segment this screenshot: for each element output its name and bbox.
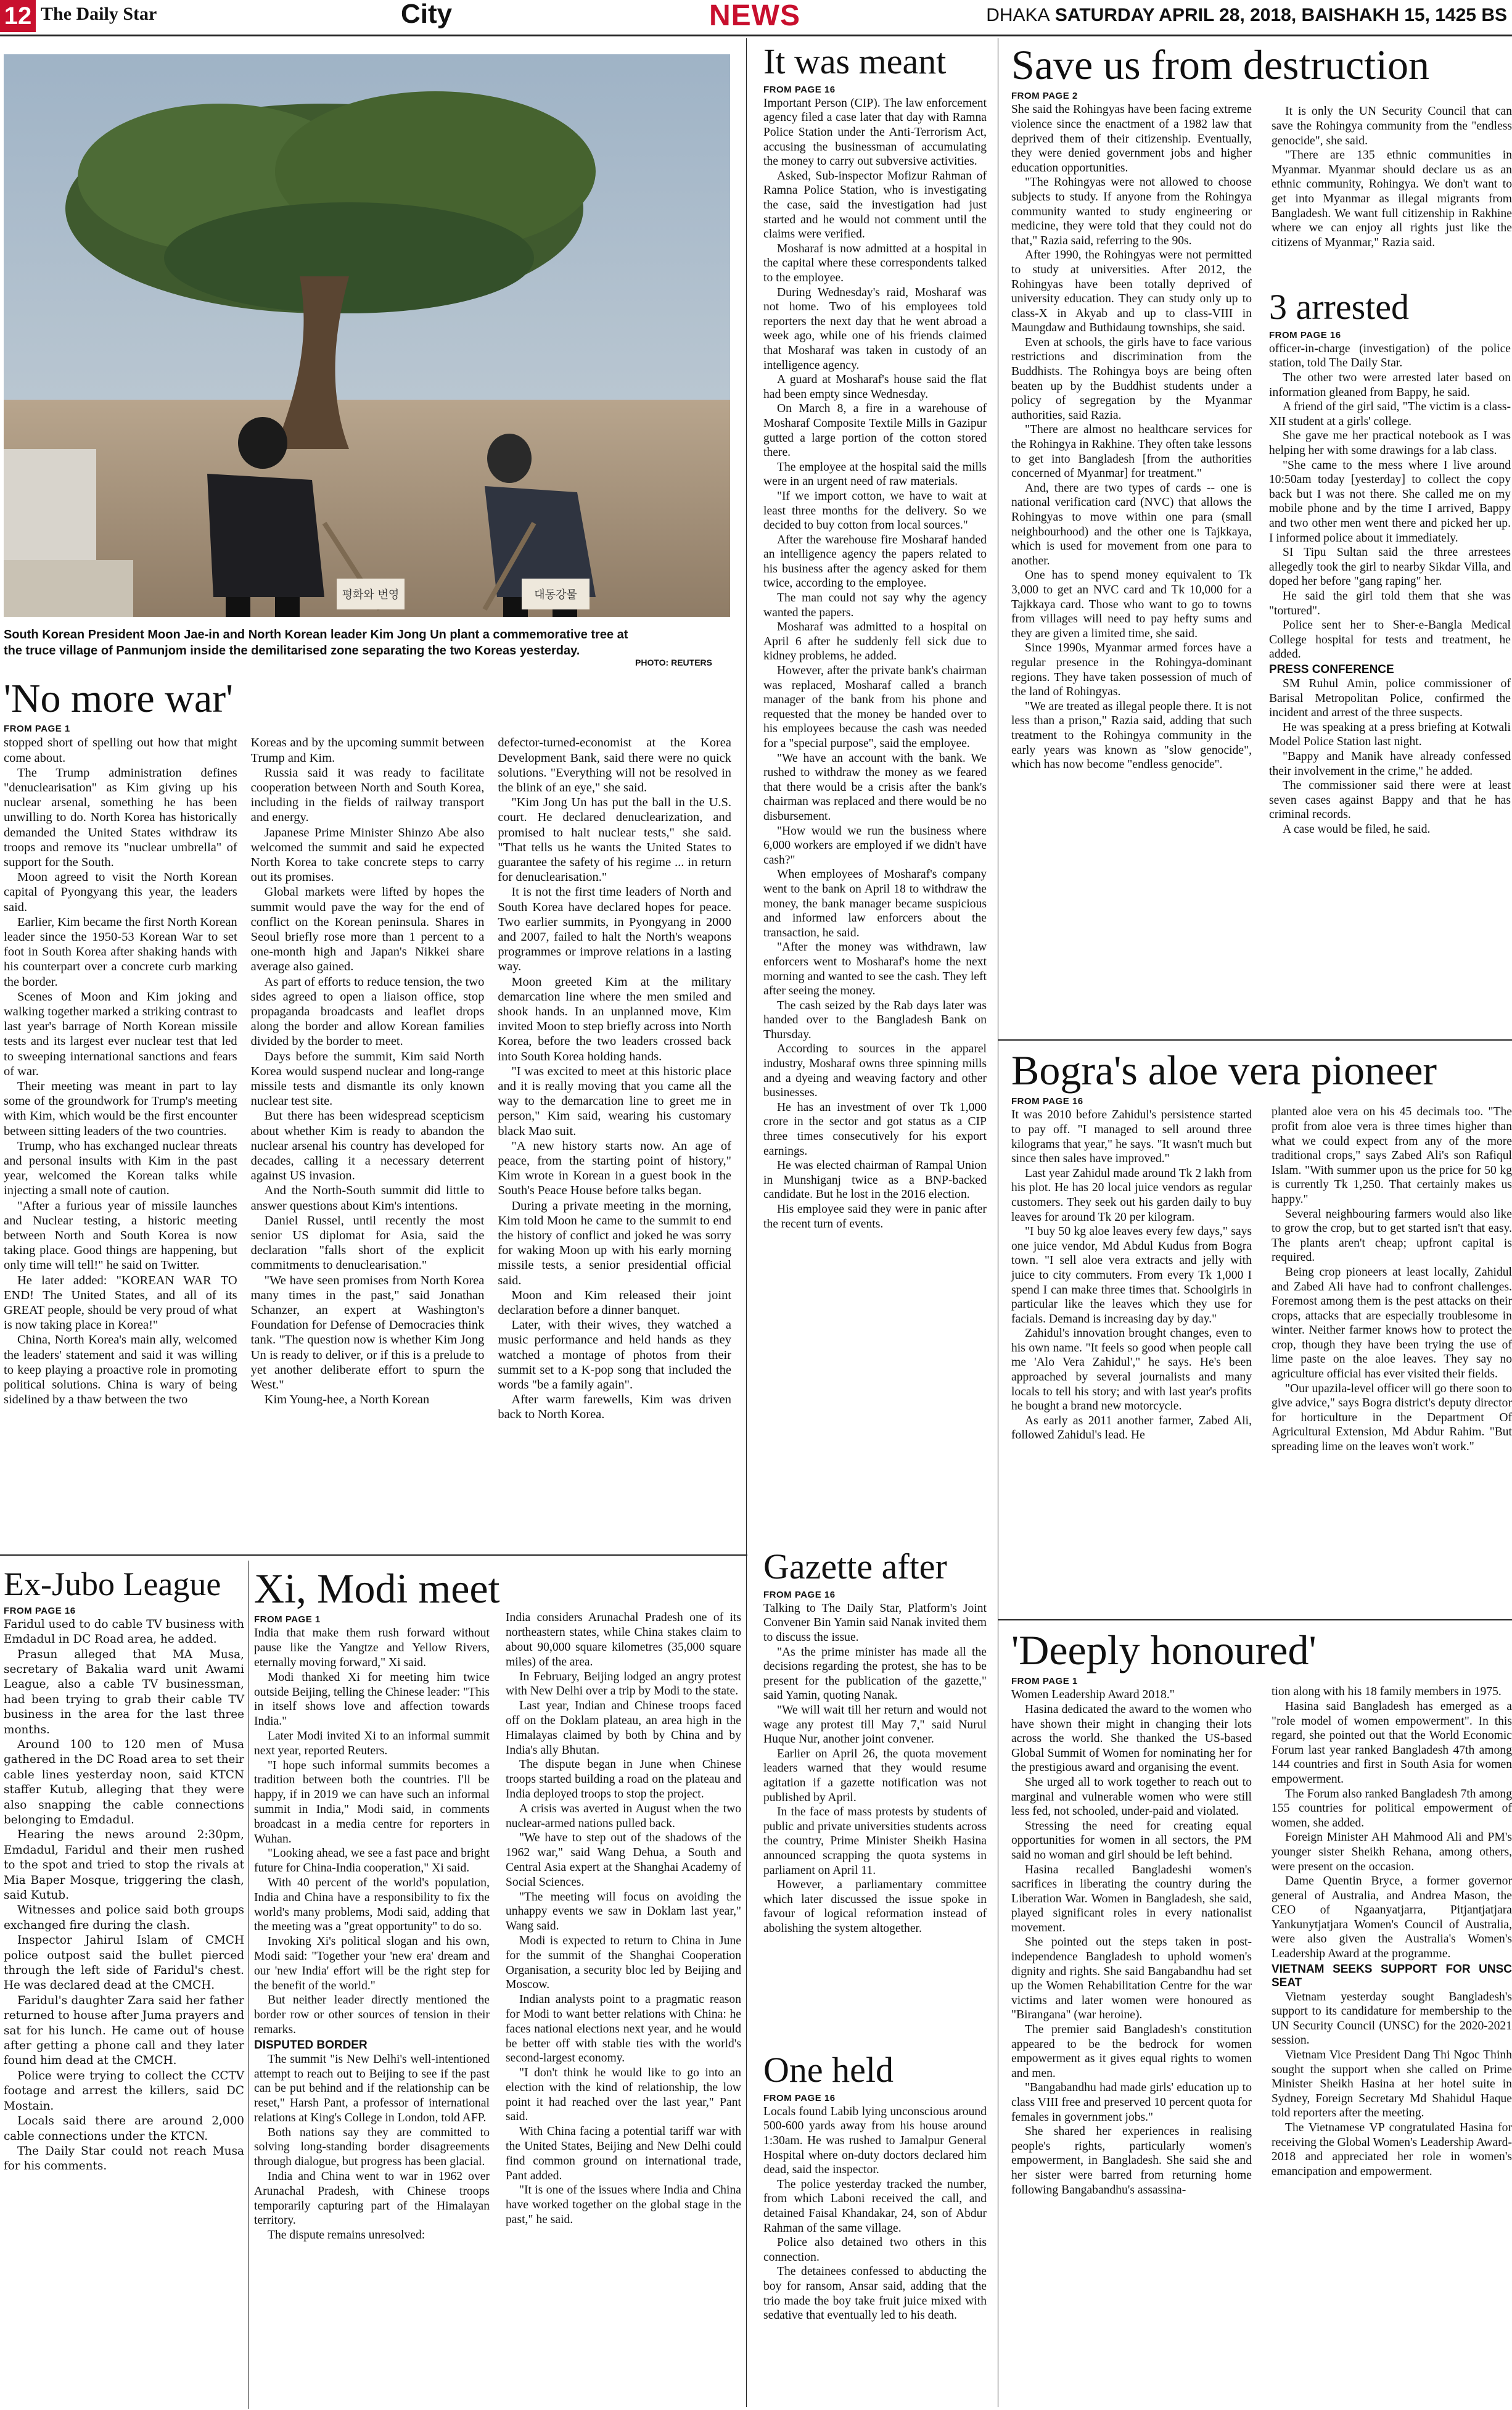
story-3-arrested bbox=[1269, 289, 1511, 836]
story-column-2 bbox=[251, 735, 485, 1422]
story-column-1 bbox=[4, 735, 237, 1422]
paragraph: Last year, Indian and Chinese troops faced off on the Doklam plateau, an area high in the Himalayas claimed by both by China and by India's ally Bhutan. bbox=[506, 1699, 741, 1757]
story-column-2 bbox=[506, 1611, 741, 2227]
paragraph: Faridul's daughter Zara said her father returned to house after Juma prayers and sat for his lunch. He came out of house after getting a phone call and they later found him dead at the CMCH. bbox=[4, 1994, 244, 2068]
paragraph: However, after the private bank's chairman was replaced, Mosharaf called a branch manager of the bank from his phone and requested that the money be handed over to his employees because the cash was needed for a "special purpose", said the employee. bbox=[763, 664, 987, 751]
paragraph: Witnesses and police said both groups exchanged fire during the clash. bbox=[4, 1904, 244, 1932]
paragraph: "There are 135 ethnic communities in Myanmar. Myanmar should declare us as an ethnic community, Rohingya. We don't want to get into Myanmar as illegal migrants from Bangladesh. We want full citizenship in Rakhine where we can enjoy all rights just like the citizens of Myanmar," Razia said. bbox=[1272, 149, 1512, 249]
jump-line: FROM PAGE 1 bbox=[1011, 1676, 1078, 1687]
category-label: NEWS bbox=[709, 0, 800, 32]
paragraph: In the face of mass protests by students of public and private universities students across the country, Prime Minister Sheikh Hasina announced scrapping the quota systems in parliament on April 11. bbox=[763, 1805, 987, 1877]
paragraph: Faridul used to do cable TV business with Emdadul in DC Road area, he added. bbox=[4, 1617, 244, 1646]
paragraph: A crisis was averted in August when the two nuclear-armed nations pulled back. bbox=[506, 1802, 741, 1830]
paragraph: The dispute began in June when Chinese troops started building a road on the plateau and India deployed troops to stop the project. bbox=[506, 1758, 741, 1801]
paragraph: "I don't think he would like to go into an election with the kind of relationship, the low point it had reached over the last year," Pant said. bbox=[506, 2066, 741, 2124]
paragraph: "A new history starts now. An age of peace, from the starting point of history," Kim wrote in Korean in a guest book in the South's Peace House before talks began. bbox=[498, 1139, 732, 1198]
paragraph: "How would we run the business where 6,000 workers are employed if we didn't have cash?" bbox=[763, 824, 987, 867]
paragraph: After the warehouse fire Mosharaf handed an intelligence agency the papers related to his business after the agency asked for them twice, according to the employee. bbox=[763, 533, 987, 590]
paragraph: Their meeting was meant in part to lay some of the groundwork for Trump's meeting with Kim, which would be the first encounter between sitting leaders of the two countries. bbox=[4, 1079, 237, 1138]
paragraph: Dame Quentin Bryce, a former governor general of Australia, and Andrea Mason, the CEO of Ngaanyatjarra, Pitjantjatjara Yankunytjatjara Women's Council of Australia, were also given the Australia's Women's Leadership Award at the programme. bbox=[1272, 1875, 1512, 1961]
block-rule bbox=[0, 1554, 747, 1556]
paragraph: The dispute remains unresolved: bbox=[268, 2229, 425, 2242]
paragraph: "As the prime minister has made all the decisions regarding the protest, she has to be present for the publication of the gazette," said Yamin, quoting Nanak. bbox=[763, 1645, 987, 1702]
paragraph: planted aloe vera on his 45 decimals too. "The profit from aloe vera is three times higher than what we could expect from any of the more traditional crops," says Zabed Ali's son Rafiqul Islam. "With summer upon us the price for 50 kg is currently Tk 1,250. That certainly makes us happy." bbox=[1272, 1105, 1512, 1206]
paragraph: Police were trying to collect the CCTV footage and arrest the killers, said DC Mostain. bbox=[4, 2069, 244, 2113]
paragraph: The Trump administration defines "denuclearisation" as Kim giving up his nuclear arsenal, something he has been unwilling to do. North Korea has historically demanded the United States withdraw its troops and remove its "nuclear umbrella" of support for the South. bbox=[4, 766, 237, 869]
paragraph: India considers Arunachal Pradesh one of its northeastern states, while China stakes claim to about 90,000 square kilometres (35,000 square miles) of the area. bbox=[506, 1611, 741, 1669]
paragraph: Several neighbouring farmers would also like to grow the crop, but to get started isn't that easy. The plants aren't cheap; upfront capital is required. bbox=[1272, 1207, 1512, 1265]
paragraph: The cash seized by the Rab days later was handed over to the Bangladesh Bank on Thursday. bbox=[763, 999, 987, 1041]
paragraph: But neither leader directly mentioned the border row or other sources of tension in their remarks. bbox=[254, 1994, 490, 2036]
dateline-city: DHAKA bbox=[986, 5, 1050, 25]
photo-caption bbox=[4, 627, 645, 659]
paragraph: Russia said it was ready to facilitate cooperation between North and South Korea, including in the fields of railway transport and energy. bbox=[250, 766, 485, 825]
paragraph: He said the girl told them that she was "tortured". bbox=[1269, 589, 1511, 617]
story-column-1 bbox=[254, 1626, 490, 2243]
headline: It was meant bbox=[763, 41, 947, 81]
paragraph: He was speaking at a press briefing at Kotwali Model Police Station last night. bbox=[1269, 720, 1511, 749]
paragraph: Earlier, Kim became the first North Korean leader since the 1950-53 Korean War to set foot in South Korea after shaking hands with his counterpart over a concrete curb marking the border. bbox=[4, 915, 237, 989]
headline: 'No more war' bbox=[4, 676, 233, 721]
paragraph: She said the Rohingyas have been facing extreme violence since the enactment of a 1982 law that deprived them of their citizenship. Eventually, they were denied government jobs and higher education opportunities. bbox=[1011, 103, 1252, 175]
paragraph: "Bappy and Manik have already confessed their involvement in the crime," he added. bbox=[1269, 749, 1511, 778]
paragraph: After 1990, the Rohingyas were not permitted to study at universities. After 2012, the Rohingyas have been totally deprived of university education. They can study only up to class-X in Akyab and up to class-VIII in Maungdaw and Buthidaung townships, she said. bbox=[1011, 249, 1252, 335]
story-column-1 bbox=[1011, 102, 1252, 772]
column-rule bbox=[746, 38, 747, 2407]
section-name: City bbox=[401, 0, 453, 29]
paragraph: SI Tipu Sultan said the three arrestees allegedly took the girl to nearby Sikdar Villa, and doped her before "gang raping" her. bbox=[1269, 546, 1511, 588]
headline: Save us from destruction bbox=[1011, 41, 1429, 88]
paragraph: Vietnam Vice President Dang Thi Ngoc Thinh sought the support when she called on Prime Minister Sheikh Hasina at her hotel suite in Sydney, Foreign Secretary Md Shahidul Haque told reporters after the meeting. bbox=[1272, 2049, 1512, 2120]
paragraph: "I hope such informal summits becomes a tradition between both the countries. I'll be happy, if in 2019 we can have such an informal summit in India," Modi said, in comments broadcast in a media centre for reporters in Wuhan. bbox=[254, 1759, 490, 1846]
story-column bbox=[4, 1617, 244, 2174]
paragraph: China, North Korea's main ally, welcomed the leaders' statement and said it was willing to keep playing a proactive role in promoting political solutions. China is wary of being sidelined by a thaw between the two bbox=[4, 1333, 237, 1407]
story-column-2 bbox=[1272, 104, 1512, 250]
paragraph: stopped short of spelling out how that might come about. bbox=[4, 736, 237, 765]
paragraph: "She came to the mess where I live around 10:50am today [yesterday] to collect the copy back but I was not there. She called me on my mobile phone and by the time I arrived, Bappy and two other men went there and picked her up. I informed police about it immediately. bbox=[1269, 458, 1511, 545]
subhead: PRESS CONFERENCE bbox=[1269, 662, 1394, 676]
jump-line: FROM PAGE 16 bbox=[4, 1605, 76, 1616]
jump-line: FROM PAGE 16 bbox=[763, 84, 836, 95]
paragraph: "There are almost no healthcare services for the Rohingya in Rakhine. They often take lessons to get into Bangladesh [from the authorities concerned of Myanmar] for treatment." bbox=[1011, 423, 1252, 481]
paragraph: Asked, Sub-inspector Mofizur Rahman of Ramna Police Station, who is investigating the case, said the investigation had just started and he would not comment until the claims were verified. bbox=[763, 169, 987, 241]
story-ex-jubo-league bbox=[4, 1567, 244, 2174]
dateline bbox=[986, 5, 1507, 26]
paragraph: In February, Beijing lodged an angry protest with New Delhi over a trip by Modi to the state. bbox=[506, 1670, 741, 1698]
paragraph: According to sources in the apparel industry, Mosharaf owns three spinning mills and a dyeing and weaving factory and other businesses. bbox=[763, 1042, 987, 1100]
paragraph: "If we import cotton, we have to wait at least three months for the delivery. So we decided to buy cotton from local sources." bbox=[763, 489, 987, 532]
paragraph: SM Ruhul Amin, police commissioner of Barisal Metropolitan Police, confirmed the incident and arrest of the three suspects. bbox=[1269, 677, 1511, 720]
paragraph: She urged all to work together to reach out to marginal and vulnerable women who were still less fed, not schooled, under-paid and violated. bbox=[1011, 1775, 1252, 1818]
paragraph: Japanese Prime Minister Shinzo Abe also welcomed the summit and said he expected North Korea to take concrete steps to carry out its promises. bbox=[250, 825, 485, 885]
paragraph: His employee said they were in panic after the recent turn of events. bbox=[763, 1203, 987, 1231]
story-column-2 bbox=[1272, 1105, 1512, 1454]
paragraph: "The Rohingyas were not allowed to choose subjects to study. If anyone from the Rohingya community wanted to study engineering or medicine, they were told that they could not do that," Razia said, referring to the 90s. bbox=[1011, 176, 1252, 247]
paragraph: "Our upazila-level officer will go there soon to give advice," says Bogra district's deputy director for horticulture in the Department Of Agricultural Extension, Md Abdur Rahim. "But spreading lime on the leaves won't work." bbox=[1272, 1382, 1512, 1454]
masthead bbox=[0, 0, 1512, 36]
story-column-1 bbox=[1011, 1108, 1252, 1443]
paragraph: The commissioner said there were at least seven cases against Bappy and that he has criminal records. bbox=[1269, 779, 1511, 822]
story-column-1 bbox=[1011, 1688, 1252, 2197]
paragraph: Locals said there are around 2,000 cable connections under the KTCN. bbox=[4, 2115, 244, 2143]
jump-line: FROM PAGE 1 bbox=[4, 724, 70, 735]
paragraph: Days before the summit, Kim said North Korea would suspend nuclear and long-range missile tests and dismantle its only known nuclear test site. bbox=[250, 1049, 485, 1108]
paragraph: During a private meeting in the morning, Kim told Moon he came to the summit to end the history of conflict and joked he was sorry for waking Moon up with his early morning missile tests, a senior presidential official said. bbox=[498, 1199, 732, 1287]
story-column bbox=[763, 1601, 987, 1936]
tree-planting-photo bbox=[4, 54, 730, 617]
story-xi-modi bbox=[254, 1567, 741, 2243]
headline: One held bbox=[763, 2050, 894, 2090]
paragraph: Prasun alleged that MA Musa, secretary of Bakalia ward unit Awami League, also a cable TV businessman, had been trying to grab their cable TV business in the area for the last three months. bbox=[4, 1648, 244, 1736]
paragraph: Stressing the need for creating equal opportunities for women in all sectors, the PM said no woman and girl should be left behind. bbox=[1011, 1819, 1252, 1862]
paragraph: The man could not say why the agency wanted the papers. bbox=[763, 592, 987, 619]
paragraph: Vietnam yesterday sought Bangladesh's support to its candidature for membership to the UN Security Council (UNSC) for the 2020-2021 session. bbox=[1272, 1990, 1512, 2047]
paragraph: "We will wait till her return and would not wage any protest till May 7," said Nurul Huque Nur, another joint convener. bbox=[763, 1704, 987, 1746]
paragraph: She gave me her practical notebook as I was helping her with some drawings for a lab class. bbox=[1269, 429, 1511, 458]
paragraph: The police yesterday tracked the number, from which Laboni received the call, and detained Faisal Khandakar, 24, son of Abdur Rahman of the same village. bbox=[763, 2177, 987, 2235]
headline: Bogra's aloe vera pioneer bbox=[1011, 1047, 1437, 1094]
paragraph: He later added: "KOREAN WAR TO END! The United States, and all of its GREAT people, should be very proud of what is now taking place in Korea!" bbox=[4, 1273, 237, 1332]
block-rule bbox=[998, 1039, 1512, 1041]
paragraph: Even at schools, the girls have to face various restrictions and discrimination from the Buddhists. The Rohingya boys are being often beaten up by the Buddhist students under a policy of segregation by the Myanmar authorities, said Razia. bbox=[1011, 336, 1252, 422]
paragraph: "I was excited to meet at this historic place and it is really moving that you came all the way to the demarcation line to greet me in person," Kim said, wearing his customary black Mao suit. bbox=[498, 1064, 732, 1138]
jump-line: FROM PAGE 2 bbox=[1011, 91, 1078, 102]
paragraph: "The meeting will focus on avoiding the unhappy events we saw in Doklam last year," Wang said. bbox=[506, 1890, 741, 1933]
paragraph: Trump, who has exchanged nuclear threats and personal insults with Kim in the past year, welcomed the Korean talks while injecting a small note of caution. bbox=[4, 1139, 237, 1198]
headline: Gazette after bbox=[763, 1546, 947, 1587]
paragraph: And, there are two types of cards -- one is national verification card (NVC) that allows the Rohingyas to move within one para (small neighbourhood) and the other one is Tajkkaya, which is used for movement from one para to another. bbox=[1011, 481, 1252, 567]
paragraph: Hearing the news around 2:30pm, Emdadul, Faridul and their men rushed to the spot and tried to stop the rivals at Mia Baper Mosque, triggering the clash, said Kutub. bbox=[4, 1828, 244, 1902]
paragraph: "After a furious year of missile launches and Nuclear testing, a historic meeting between North and South Korea is now taking place. Good things are happening, but only time will tell!" he said on Twitter. bbox=[4, 1199, 237, 1273]
paragraph: One has to spend money equivalent to Tk 3,000 to get an NVC card and Tk 10,000 for a Tajkkaya card. Those who want to go to towns from villages will need to pay hefty sums and they are given a limited time, she said. bbox=[1011, 569, 1252, 640]
paragraph: Koreas and by the upcoming summit between Trump and Kim. bbox=[250, 736, 485, 765]
paragraph: Scenes of Moon and Kim joking and walking together marked a striking contrast to last year's barrage of North Korean missile tests and its largest ever nuclear test that led to sweeping international sanctions and fears of war. bbox=[4, 989, 237, 1078]
page-number: 12 bbox=[0, 0, 36, 32]
paper-name: The Daily Star bbox=[41, 4, 157, 24]
paragraph: Police also detained two others in this connection. bbox=[763, 2236, 987, 2264]
paragraph: Modi is expected to return to China in June for the summit of the Shanghai Cooperation Organisation, a security bloc led by Beijing and Moscow. bbox=[506, 1934, 741, 1992]
paragraph: Inspector Jahirul Islam of CMCH police outpost said the bullet pierced through the left side of Faridul's chest. He was declared dead at the CMCH. bbox=[4, 1934, 244, 1992]
paragraph: With China facing a potential tariff war with the United States, Beijing and New Delhi could find common ground on international trade, Pant added. bbox=[506, 2125, 741, 2182]
paragraph: On March 8, a fire in a warehouse of Mosharaf Composite Textile Mills in Gazipur gutted a large portion of the cotton stored there. bbox=[763, 402, 987, 460]
subhead: VIETNAM SEEKS SUPPORT FOR UNSC SEAT bbox=[1272, 1962, 1512, 1989]
story-it-was-meant bbox=[763, 43, 987, 1231]
paragraph: Hasina recalled Bangladeshi women's sacrifices in liberating the country during the Liberation War. Women in Bangladesh, she said, played significant roles in every nationalist movement. bbox=[1011, 1863, 1252, 1934]
paragraph: "Bangabandhu had made girls' education up to class VIII free and preserved 10 percent quota for females in government jobs." bbox=[1011, 2081, 1252, 2124]
paragraph: Indian analysts point to a pragmatic reason for Modi to want better relations with China: he faces national elections next year, and he would be better off with stable ties with the world's second-largest economy. bbox=[506, 1993, 741, 2065]
paragraph: defector-turned-economist at the Korea Development Bank, said there were no quick solutions. "Everything will not be resolved in the blink of an eye," she said. bbox=[498, 736, 732, 794]
jump-line: FROM PAGE 1 bbox=[254, 1614, 321, 1625]
story-column bbox=[763, 96, 987, 1231]
paragraph: He was elected chairman of Rampal Union in Munshiganj twice as a BNP-backed candidate. But he lost in the 2016 election. bbox=[763, 1159, 987, 1202]
headline: Ex-Jubo League bbox=[4, 1566, 221, 1603]
paragraph: Later Modi invited Xi to an informal summit next year, reported Reuters. bbox=[254, 1729, 490, 1757]
placard-right-text: 대동강물 bbox=[534, 588, 577, 601]
paragraph: Zahidul's innovation brought changes, even to his own name. "It feels so good when people call me 'Alo Vera Zahidul'," he says. He's been approached by several journalists and many locals to tell his story; and with last year's profits he bought a brand new motorcycle. bbox=[1011, 1327, 1252, 1413]
paragraph: Later, with their wives, they watched a music performance and held hands as they watched a montage of photos from their summit set to a K-pop song that included the words "be a family again". bbox=[498, 1318, 732, 1392]
paragraph: As early as 2011 another farmer, Zabed Ali, followed Zahidul's lead. He bbox=[1011, 1414, 1252, 1442]
paragraph: "Looking ahead, we see a fast pace and bright future for China-India cooperation," Xi said. bbox=[254, 1847, 490, 1875]
subhead: DISPUTED BORDER bbox=[254, 2038, 368, 2052]
placard-left-text: 평화와 번영 bbox=[342, 588, 400, 601]
paragraph: Modi thanked Xi for meeting him twice outside Beijing, telling the Chinese leader: "This in itself shows love and affection towards India." bbox=[254, 1670, 490, 1728]
story-column-3 bbox=[498, 735, 731, 1422]
paragraph: "We have an account with the bank. We rushed to withdraw the money as we feared that there would be a crisis after the bank's chairman was replaced and there would be no disbursement. bbox=[763, 751, 987, 823]
paragraph: Daniel Russel, until recently the most senior US diplomat for Asia, said the declaration "falls short of the explicit commitments to denuclearisation." bbox=[250, 1213, 485, 1273]
photo-credit: PHOTO: REUTERS bbox=[635, 658, 712, 667]
jump-line: FROM PAGE 16 bbox=[763, 1589, 836, 1600]
paragraph: "After the money was withdrawn, law enforcers went to Mosharaf's home the next morning and wanted to see the cash. They left after seeing the money. bbox=[763, 941, 987, 998]
paragraph: Kim Young-hee, a North Korean bbox=[264, 1393, 430, 1407]
paragraph: Hasina dedicated the award to the women who have shown their might in changing their lots across the world. She thanked the US-based Global Summit of Women for nominating her for the prestigious award and organising the event. bbox=[1011, 1702, 1252, 1775]
jump-line: FROM PAGE 16 bbox=[1011, 1096, 1083, 1107]
paragraph: And the North-South summit did little to answer questions about Kim's intentions. bbox=[250, 1184, 485, 1213]
photo-caption-text: South Korean President Moon Jae-in and North Korean leader Kim Jong Un plant a commemorative tree at the truce village of Panmunjom inside the demilitarised zone separating the two Koreas yesterday. bbox=[4, 628, 628, 658]
paragraph: As part of efforts to reduce tension, the two sides agreed to open a liaison office, stop propaganda broadcasts and leaflet drops along the border and allow Korean families divided by the border to meet. bbox=[250, 975, 485, 1049]
paragraph: Moon and Kim released their joint declaration before a dinner banquet. bbox=[498, 1288, 732, 1318]
story-column-2 bbox=[1272, 1685, 1512, 2179]
headline: Xi, Modi meet bbox=[254, 1565, 500, 1612]
paragraph: She shared her experiences in realising people's rights, particularly women's empowerment, in Bangladesh. She said she and her sister were barred from returning home following Bangabandhu's assassina- bbox=[1011, 2125, 1252, 2197]
paragraph: Moon greeted Kim at the military demarcation line where the men smiled and shook hands. In an unplanned move, Kim invited Moon to step briefly across into North Korea, before the two leaders crossed back into South Korea holding hands. bbox=[498, 975, 732, 1063]
paragraph: The summit "is New Delhi's well-intentioned attempt to reach out to Beijing to see if the past can be put behind and if the relationship can be reset," Harsh Pant, a professor of international relations at King's College in London, told AFP. bbox=[254, 2052, 490, 2124]
paragraph: "I buy 50 kg aloe leaves every few days," says one juice vendor, Md Abdul Kudus from Bogra town. "I sell aloe vera extracts and jelly with juice to city commuters. From every Tk 1,000 I spend I can make three times that. Schoolgirls in particular like the leaves which they use for facials. Demand is increasing day by day." bbox=[1011, 1225, 1252, 1326]
story-gazette-after bbox=[763, 1548, 987, 1936]
paragraph: Foreign Minister AH Mahmood Ali and PM's younger sister Sheikh Rehana, among others, were present on the occasion. bbox=[1272, 1831, 1512, 1873]
paragraph: tion along with his 18 family members in 1975. bbox=[1272, 1685, 1502, 1699]
paragraph: Police sent her to Sher-e-Bangla Medical College hospital for tests and treatment, he added. bbox=[1269, 619, 1511, 661]
paragraph: Mosharaf is now admitted at a hospital in the capital where these correspondents talked to the employee. bbox=[763, 242, 987, 285]
jump-line: FROM PAGE 16 bbox=[1269, 329, 1341, 340]
paragraph: Invoking Xi's political slogan and his own, Modi said: "Together your 'new era' dream and our 'new India' effort will be the right step for the benefit of the world." bbox=[254, 1935, 490, 1992]
story-bogra bbox=[1011, 1049, 1512, 1455]
paragraph: It was 2010 before Zahidul's persistence started to pay off. "I managed to sell around three kilograms that year," he says. "It wasn't much but since then sales have improved." bbox=[1011, 1108, 1252, 1166]
paragraph: "It is one of the issues where India and China have worked together on the global stage in the past," he said. bbox=[506, 2184, 741, 2227]
paragraph: It is not the first time leaders of North and South Korea have declared hopes for peace. Two earlier summits, in Pyongyang in 2000 and 2007, failed to halt the North's weapons programmes or improve relations in a lasting way. bbox=[498, 885, 732, 974]
paragraph: A guard at Mosharaf's house said the flat had been empty since Wednesday. bbox=[763, 373, 987, 401]
paragraph: The detainees confessed to abducting the boy for ransom, Ansar said, adding that the trio made the boy take fruit juice mixed with sedative that eventually led to his death. bbox=[763, 2265, 987, 2322]
headline: 'Deeply honoured' bbox=[1011, 1627, 1317, 1673]
paragraph: Hasina said Bangladesh has emerged as a "role model of women empowerment". In this regard, she pointed out that the World Economic Forum last year ranked Bangladesh 47th among 144 countries and first in South Asia for women empowerment. bbox=[1272, 1699, 1512, 1786]
paragraph: Global markets were lifted by hopes the summit would pave the way for the end of conflict on the Korean peninsula. Shares in Seoul briefly rose more than 1 percent to a one-month high and Japan's Nikkei share average also gained. bbox=[250, 885, 485, 974]
paragraph: However, a parliamentary committee which later discussed the issue spoke in favour of logical reformation instead of abolishing the system altogether. bbox=[763, 1878, 987, 1935]
paragraph: Locals found Labib lying unconscious around 500-600 yards away from his house around 1:30am. He was rushed to Jamalpur General Hospital where on-duty doctors declared him dead, said the inspector. bbox=[763, 2105, 987, 2177]
paragraph: The Forum also ranked Bangladesh 7th among 155 countries for political empowerment of women, she added. bbox=[1272, 1787, 1512, 1830]
jump-line: FROM PAGE 16 bbox=[763, 2092, 836, 2103]
paragraph: It is only the UN Security Council that can save the Rohingya community from the "endless genocide", she said. bbox=[1272, 105, 1512, 147]
paragraph: India and China went to war in 1962 over Arunachal Pradesh, with Chinese troops temporarily capturing part of the Himalayan territory. bbox=[254, 2170, 490, 2227]
paragraph: A friend of the girl said, "The victim is a class-XII student at a girls' college. bbox=[1269, 400, 1511, 428]
paragraph: With 40 percent of the world's population, India and China have a responsibility to fix the world's many problems, Modi said, adding that the meeting was a "great opportunity" to do so. bbox=[254, 1876, 490, 1934]
paragraph: "We have seen promises from North Korea many times in the past," said Jonathan Schanzer, an expert at Washington's Foundation for Defense of Democracies think tank. "The question now is whether Kim Jong Un is ready to deliver, or if this is a prelude to yet another deliberate effort to spurn the West." bbox=[250, 1273, 485, 1392]
headline: 3 arrested bbox=[1269, 287, 1410, 327]
story-deeply-honoured bbox=[1011, 1628, 1512, 2197]
paragraph: During Wednesday's raid, Mosharaf was not home. Two of his employees told reporters the next day that he went abroad a week ago, while one of his friends claimed that Mosharaf was taken in custody of an intelligence agency. bbox=[763, 286, 987, 372]
paragraph: Being crop pioneers at least locally, Zahidul and Zabed Ali have had to confront challenges. Foremost among them is the pest attacks on their crops, attacks that are especially troublesome in winter. Neither farmer knows how to protect the crop, though they have been trying the use of lime paste on the aloe leaves. They say no agriculture official has ever visited their fields. bbox=[1272, 1265, 1512, 1381]
paragraph: When employees of Mosharaf's company went to the bank on April 18 to withdraw the money, the bank manager became suspicious and informed law enforcers about the transaction, he said. bbox=[763, 868, 987, 939]
paragraph: Women Leadership Award 2018." bbox=[1011, 1688, 1175, 1702]
dateline-bangla-date: BAISHAKH 15, 1425 BS bbox=[1301, 5, 1507, 25]
block-rule bbox=[248, 1561, 249, 2409]
paragraph: India that make them rush forward without pause like the Yangtze and Yellow Rivers, eternally moving forward," Xi said. bbox=[254, 1627, 490, 1669]
paragraph: "Kim Jong Un has put the ball in the U.S. court. He declared denuclearization, and promised to halt nuclear tests," she said. "That tells us he wants the United States to guarantee the safety of his regime ... in return for denuclearisation." bbox=[498, 796, 732, 885]
paragraph: Last year Zahidul made around Tk 2 lakh from his plot. He has 20 local juice vendors as regular customers. They seek out his garden daily to buy leaves for around Tk 20 per kilogram. bbox=[1011, 1166, 1252, 1224]
paragraph: Both nations say they are committed to solving long-standing border disagreements through dialogue, but progress has been glacial. bbox=[254, 2126, 490, 2169]
paragraph: Talking to The Daily Star, Platform's Joint Convener Bin Yamin said Nanak invited them to discuss the issue. bbox=[763, 1601, 987, 1644]
paragraph: Earlier on April 26, the quota movement leaders warned that they would resume agitation if a gazette notification was not published by April. bbox=[763, 1747, 987, 1804]
dateline-date: SATURDAY APRIL 28, 2018, bbox=[1054, 5, 1297, 25]
paragraph: The premier said Bangladesh's constitution appeared to be the bedrock for women empowerment as it gives equal rights to women and men. bbox=[1011, 2023, 1252, 2080]
paragraph: The employee at the hospital said the mills were in an urgent need of raw materials. bbox=[763, 460, 987, 489]
paragraph: He has an investment of over Tk 1,000 crore in the sector and got status as a CIP three times consecutively for his export earnings. bbox=[763, 1100, 987, 1158]
paragraph: Important Person (CIP). The law enforcement agency filed a case later that day with Ramna Police Station under the Anti-Terrorism Act, accusing the businessman of accumulating the money to carry out subversive activities. bbox=[763, 96, 987, 168]
story-one-held bbox=[763, 2052, 987, 2323]
paragraph: A case would be filed, he said. bbox=[1283, 822, 1431, 836]
paragraph: She pointed out the steps taken in post-independence Bangladesh to uphold women's dignity and rights. She said Bangabandhu had set up the Women Rehabilitation Centre for the war victims and later women were honoured as "Biranganа" (war heroine). bbox=[1011, 1936, 1252, 2022]
paragraph: Mosharaf was admitted to a hospital on April 6 after he suddenly fell sick due to kidney problems, he added. bbox=[763, 621, 987, 663]
story-column bbox=[1269, 342, 1511, 837]
paragraph: The Daily Star could not reach Musa for his comments. bbox=[4, 2144, 244, 2173]
paragraph: The Vietnamese VP congratulated Hasina for receiving the Global Women's Leadership Award-2018 and appreciated her role in women's emancipation and empowerment. bbox=[1272, 2121, 1512, 2178]
lead-photo bbox=[4, 54, 730, 617]
paragraph: "We have to step out of the shadows of the 1962 war," said Wang Dehua, a South and Central Asia expert at the Shanghai Academy of Social Sciences. bbox=[506, 1831, 741, 1889]
paragraph: The other two were arrested later based on information gleaned from Bappy, he said. bbox=[1269, 371, 1511, 399]
paragraph: Moon agreed to visit the North Korean capital of Pyongyang this year, the leaders said. bbox=[4, 870, 237, 914]
paragraph: officer-in-charge (investigation) of the police station, told The Daily Star. bbox=[1269, 342, 1511, 370]
paragraph: But there has been widespread scepticism about whether Kim is ready to abandon the nuclear arsenal his country has developed for decades, calling it a necessary deterrent against US invasion. bbox=[250, 1109, 485, 1183]
story-column bbox=[763, 2105, 987, 2323]
block-rule bbox=[998, 1619, 1512, 1620]
paragraph: Since 1990s, Myanmar armed forces have a regular presence in the Rohingya-dominant regions. They have taken possession of much of the land of Rohingyas. bbox=[1011, 642, 1252, 699]
story-no-more-war bbox=[4, 677, 731, 1422]
paragraph: After warm farewells, Kim was driven back to North Korea. bbox=[498, 1393, 732, 1422]
paragraph: "We are treated as illegal people there. It is not less than a prison," Razia said, adding that such treatment to the Rohingya community in the early years was known as "slow genocide", which has now become "endless genocide". bbox=[1011, 699, 1252, 772]
paragraph: Around 100 to 120 men of Musa gathered in the DC Road area to set their cable lines yesterday noon, said KTCN staffer Kutub, alleging that they were also snapping the cable connections belonging to Emdadul. bbox=[4, 1738, 244, 1826]
